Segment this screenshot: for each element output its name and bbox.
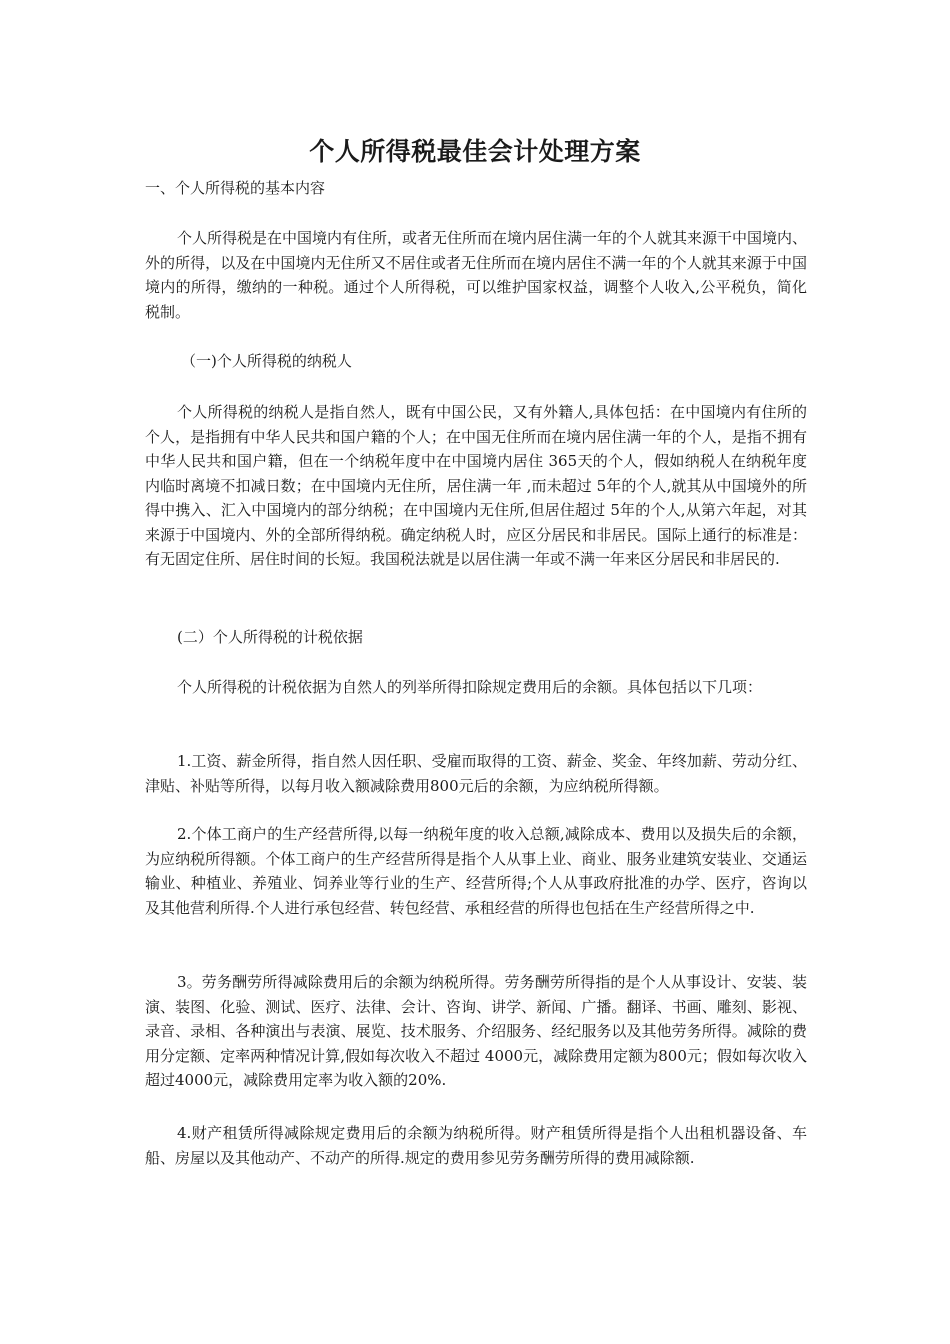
tax-basis-paragraph: 个人所得税的计税依据为自然人的列举所得扣除规定费用后的余额。具体包括以下几项：: [177, 678, 763, 696]
document-title: 个人所得税最佳会计处理方案: [309, 137, 641, 166]
list-item-business-income: 2.个体工商户的生产经营所得,以每一纳税年度的收入总额,减除成本、费用以及损失后的余额，为应纳税所得额。个体工商户的生产经营所得是指个人从事上业、商业、服务业建筑安装业、交通运输业、种植业、养殖业、饲养业等行业的生产、经营所得;个人从事政府批准的办学、医疗，咨询以及其他营利所得.个人进行承包经营、转包经营、承租经营的所得也包括在生产经营所得之中.: [145, 825, 807, 917]
intro-paragraph: 个人所得税是在中国境内有住所，或者无住所而在境内居住满一年的个人就其来源干中国境内、外的所得，以及在中国境内无住所又不居住或者无住所而在境内居住不满一年的个人就其来源于中国境内的所得，缴纳的一种税。通过个人所得税，可以维护国家权益，调整个人收入,公平税负，简化税制。: [145, 229, 808, 321]
taxpayer-paragraph: 个人所得税的纳税人是指自然人，既有中国公民，又有外籍人,具体包括：在中国境内有住所的个人，是指拥有中华人民共和国户籍的个人；在中国无住所而在境内居住满一年的个人，是指不拥有中华人民共和国户籍，但在一个纳税年度中在中国境内居住 365天的个人，假如纳税人在纳税年度内临时离境不扣减日数；在中国境内无住所，居住满一年 ,而未超过 5年的个人,就其从中国境外的所得中携入、汇入中国境内的部分纳税；在中国境内无住所,但居住超过 5年的个人,从第六年起，对其来源于中国境内、外的全部所得纳税。确定纳税人时，应区分居民和非居民。国际上通行的标准是：有无固定住所、居住时间的长短。我国税法就是以居住满一年或不满一年来区分居民和非居民的.: [145, 403, 807, 568]
list-item-property-lease: 4.财产租赁所得减除规定费用后的余额为纳税所得。财产租赁所得是指个人出租机器设备、车船、房屋以及其他动产、不动产的所得.规定的费用参见劳务酬劳所得的费用减除额.: [145, 1124, 807, 1167]
list-item-labor-remuneration: 3。劳务酬劳所得减除费用后的余额为纳税所得。劳务酬劳所得指的是个人从事设计、安装、装演、装图、化验、测试、医疗、法律、会计、咨询、讲学、新闻、广播。翻译、书画、雕刻、影视、录音、录相、各种演出与表演、展览、技术服务、介绍服务、经纪服务以及其他劳务所得。减除的费用分定额、定率两种情况计算,假如每次收入不超过 4000元，减除费用定额为800元；假如每次收入超过4000元，减除费用定率为收入额的20%.: [145, 973, 807, 1089]
subsection-heading-taxpayer: （一)个人所得税的纳税人: [181, 352, 352, 370]
list-item-wages: 1.工资、薪金所得，指自然人因任职、受雇而取得的工资、薪金、奖金、年终加薪、劳动分红、津贴、补贴等所得，以每月收入额减除费用800元后的余额，为应纳税所得额。: [145, 752, 807, 795]
section-heading: 一、个人所得税的基本内容: [145, 179, 326, 197]
subsection-heading-tax-basis: (二）个人所得税的计税依据: [177, 628, 363, 646]
